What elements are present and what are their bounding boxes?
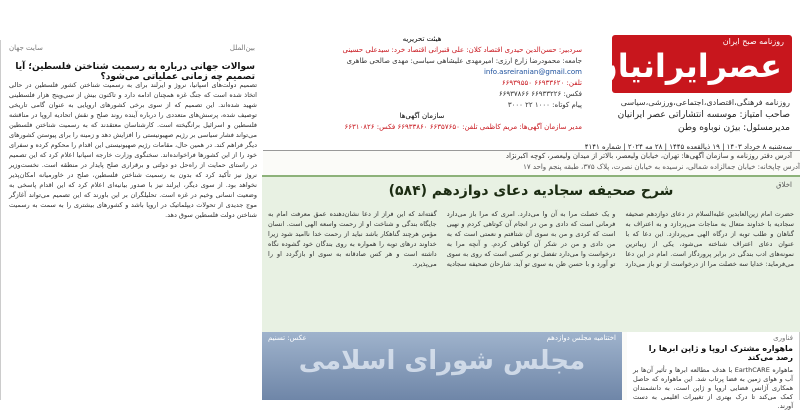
staff-sms: پیام کوتاه: ۱۰۰۰ ۲۲ ۳۰۰۰ (507, 101, 582, 109)
print-address: آدرس چاپخانه: خیابان جمالزاده شمالی، نرسیده به خیابان نصرت، پلاک ۳۷۵، طبقه پنجم واحد ۱۷ (523, 163, 800, 171)
staff-email: info.asreiranian@gmail.com (483, 68, 582, 76)
photo-backdrop-text: مجلس شورای اسلامی (298, 346, 586, 376)
editorial-staff (262, 34, 582, 134)
featured-article-box (262, 175, 800, 332)
section-label-world-site: سایت جهان (9, 44, 43, 52)
ads-address-line: آدرس دفتر روزنامه و سازمان آگهی‌ها: تهران، خیابان ولیعصر، بالاتر از میدان ولیعصر، کوچه اکبرنژاد (505, 152, 792, 160)
staff-line-2: جامعه: محمودرضا زارع ارزی: امیرمهدی علیشاهی سیاسی: مهدی صالحی طاهری (346, 57, 582, 65)
ads-address (272, 152, 792, 161)
ads-header: سازمان آگهی‌ها (399, 112, 445, 120)
license-holder: صاحب امتیاز: موسسه انتشاراتی عصر ایرانیان (617, 110, 790, 120)
photo-caption: اختتامیه مجلس دوازدهم (546, 334, 616, 342)
staff-fax: فکس: ۶۶۹۳۳۲۲۶ ۶۶۹۳۷۸۶۶ (498, 90, 582, 98)
article-body: تصمیم دولت‌های اسپانیا، نروژ و ایرلند برای به رسمیت شناختن کشور فلسطین در حالی اتخاذ شده است که جنگ غزه همچنان ادامه دارد و تاکنون بیش از سی‌وپنج هزار فلسطینی شهید شده‌اند. این تصمیم که از سوی برخی کشورهای اروپایی به عنوان گامی تاریخی توصیف شده، پرسش‌های متعددی را درباره آینده روند صلح و نقش اتحادیه اروپا در مناقشه فلسطین و اسرائیل برانگیخته است. کارشناسان معتقدند که به رسمیت شناختن فلسطین می‌تواند فشار سیاسی بر رژیم صهیونیستی را افزایش دهد و زمینه را برای پیوستن کشورهای دیگر فراهم کند. در همین حال، مقامات رژیم صهیونیستی این اقدام را محکوم کرده و سفرای خود را از این کشورها فراخوانده‌اند. سخنگوی وزارت خارجه اسپانیا اعلام کرد که این تصمیم در راستای حمایت از راه‌حل دو دولتی و برقراری صلح پایدار در منطقه است. نخست‌وزیر نروژ نیز تأکید کرد که بدون به رسمیت شناختن فلسطین، صلح در خاورمیانه امکان‌پذیر نخواهد بود. از سوی دیگر، ایرلند نیز با صدور بیانیه‌ای اعلام کرد که این اقدام پاسخی به وضعیت انسانی وخیم در غزه است. تحلیلگران بر این باورند که این تصمیم می‌تواند آغازگر موج جدیدی از تحولات دیپلماتیک در اروپا باشد و کشورهای بیشتری را به سمت به رسمیت شناختن دولت فلسطین سوق دهد. (9, 81, 257, 219)
photo-credit: عکس: تسنیم (268, 334, 307, 342)
side-news-item (627, 332, 800, 410)
logo-subtitle: روزنامه صبح ایران (722, 37, 784, 46)
side-news-body: ماهواره EarthCARE با هدف مطالعه ابرها و تأثیر آن‌ها بر آب و هوای زمین به فضا پرتاب شد. این ماهواره که حاصل همکاری آژانس فضایی اروپا و ژاپن است، به دانشمندان کمک می‌کند تا درک بهتری از تغییرات اقلیمی به دست آورند. (633, 366, 793, 410)
staff-header: هیئت تحریریه (402, 35, 442, 43)
issue-date-line: سه‌شنبه ۸ خرداد ۱۴۰۳ | ۱۹ ذیالقعده ۱۴۴۵ | ۲۸ مه ۲۰۲۴ | شماره ۴۱۴۱ (584, 143, 792, 151)
managing-director: مدیرمسئول: بیژن نوباوه وطن (677, 123, 790, 133)
article-headline: سوالات جهانی درباره به رسمیت شناختن فلسطین؛ آیا تصمیم چه زمانی عملیاتی می‌شود؟ (15, 62, 255, 82)
news-photo (262, 332, 622, 400)
staff-line-1: سردبیر: حسن‌الدین حیدری اقتصاد کلان: علی قنبرانی اقتصاد خرد: سیدعلی حسینی (342, 46, 582, 54)
section-label-international: بین‌الملل (229, 44, 255, 52)
newspaper-logo (590, 35, 792, 93)
side-news-headline: ماهواره مشترک اروپا و ژاپن ابرها را رصد می‌کند (648, 344, 793, 362)
section-label-technology: فناوری (773, 334, 793, 342)
logo-title: عصرایرانیان (590, 47, 782, 85)
left-column-article (0, 40, 263, 400)
ads-line-1: مدیر سازمان آگهی‌ها: مریم کاظمی تلفن: ۶۶۳۵۷۶۵۰ ۶۶۹۳۳۸۶۰ فکس: ۶۶۳۱۰۸۲۶ (344, 123, 582, 131)
featured-headline: شرح صحیفه سجادیه دعای دوازدهم (۵۸۴) (388, 183, 674, 199)
print-info-row (262, 163, 800, 175)
tagline: روزنامه فرهنگی،اقتصادی،اجتماعی،ورزشی،سیاسی (620, 98, 790, 107)
staff-phone: تلفن: ۶۶۹۳۳۶۲۰ ۶۶۹۳۹۵۵۰ (501, 79, 582, 87)
section-label-ethics: اخلاق (776, 181, 792, 189)
bottom-section (262, 332, 800, 410)
featured-body: حضرت امام زین‌العابدین علیه‌السلام در دعای دوازدهم صحیفه سجادیه با خداوند متعال به مناجات می‌پردازد و به اعتراف به گناهان و طلب توبه از درگاه الهی می‌پردازد. این دعا که با عنوان دعای اعتراف شناخته می‌شود، یکی از زیباترین نمونه‌های ادب بندگی در برابر پروردگار است. امام در این دعا می‌فرماید: خدایا سه خصلت مرا از درخواست از تو باز می‌دارد و یک خصلت مرا به آن وا می‌دارد. امری که مرا باز می‌دارد فرمانی است که دادی و من در انجام آن کوتاهی کردم و نهیی است که کردی و من به سوی آن شتافتم و نعمتی است که به من دادی و من در شکر آن کوتاهی کردم. و آنچه مرا به درخواست وا می‌دارد تفضل تو بر کسی است که روی به سوی تو آورد و با حسن ظن به سوی تو آید. شارحان صحیفه سجادیه گفته‌اند که این فراز از دعا نشان‌دهنده عمق معرفت امام به جایگاه بندگی و شناخت او از رحمت واسعه الهی است. انسان مؤمن هرچند گناهکار باشد نباید از رحمت خدا ناامید شود زیرا خداوند درهای توبه را همواره به روی بندگان خود گشوده نگاه داشته است و هر کس صادقانه به سوی او بازگردد او را می‌پذیرد. (268, 210, 794, 268)
